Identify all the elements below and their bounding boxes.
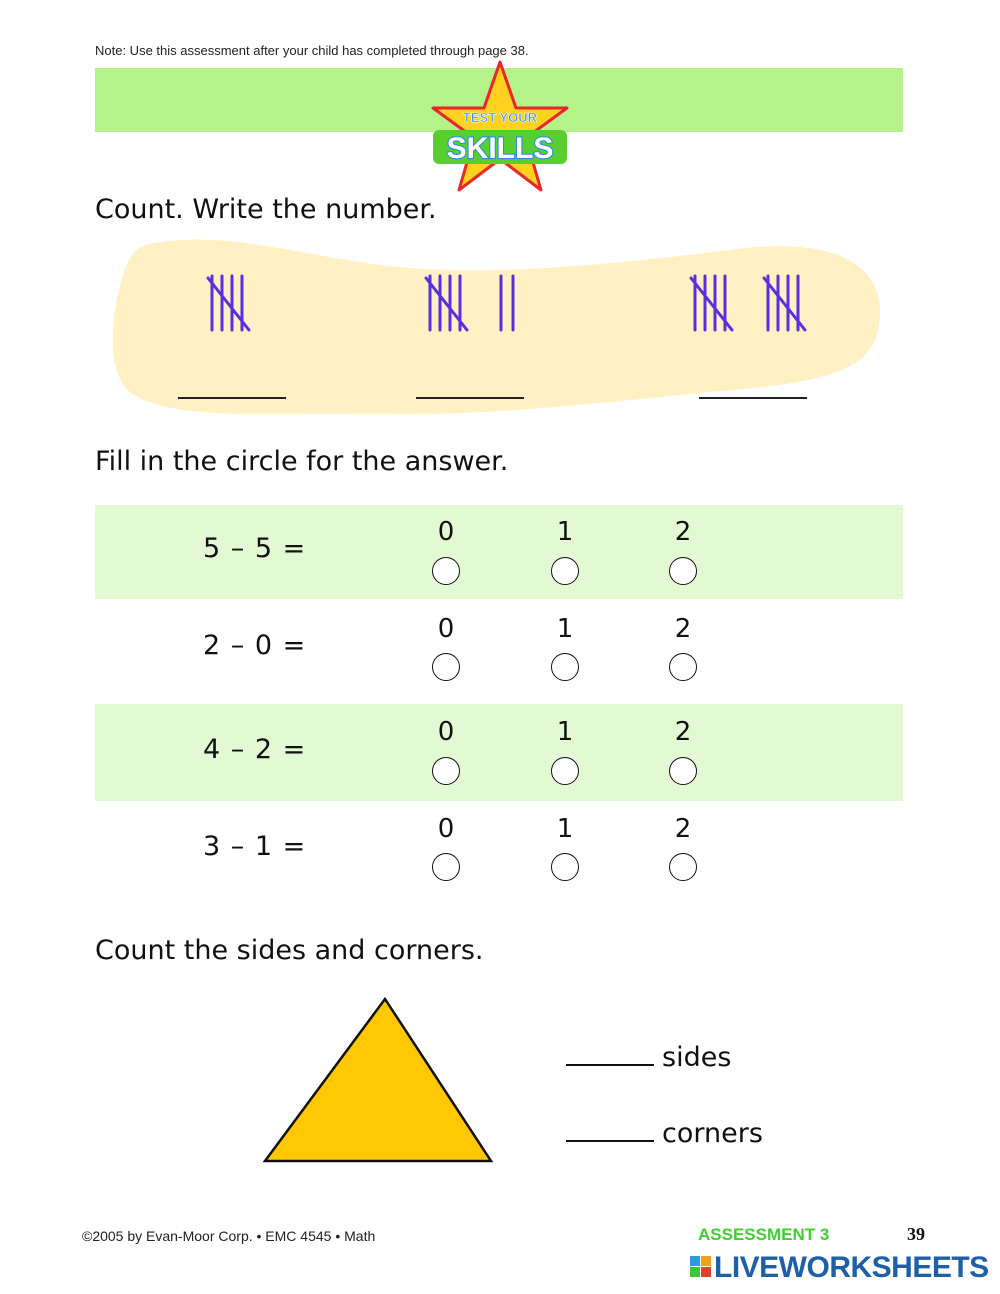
sides-blank[interactable] — [566, 1064, 654, 1066]
triangle-shape — [262, 996, 494, 1164]
liveworksheets-badge-icon — [690, 1256, 711, 1277]
problem-equation: 2 – 0 = — [203, 630, 307, 661]
liveworksheets-logo — [690, 1251, 989, 1285]
star-shape — [433, 62, 567, 190]
option-label: 1 — [556, 614, 574, 644]
fill-heading: Fill in the circle for the answer. — [95, 446, 509, 477]
tally-answer-2[interactable] — [416, 397, 524, 399]
problem-equation: 3 – 1 = — [203, 831, 307, 862]
answer-circle[interactable] — [432, 853, 460, 881]
option-label: 2 — [674, 614, 692, 644]
option-label: 2 — [674, 814, 692, 844]
tally-group-2 — [423, 272, 523, 334]
corners-label: corners — [662, 1118, 763, 1149]
liveworksheets-wordmark: LIVEWORKSHEETS — [714, 1251, 989, 1284]
sides-answer[interactable] — [566, 1042, 731, 1073]
tally-answer-3[interactable] — [699, 397, 807, 399]
answer-circle[interactable] — [551, 557, 579, 585]
answer-circle[interactable] — [432, 557, 460, 585]
answer-circle[interactable] — [432, 653, 460, 681]
option-label: 1 — [556, 814, 574, 844]
answer-circle[interactable] — [669, 757, 697, 785]
option-label: 1 — [556, 517, 574, 547]
count-heading: Count. Write the number. — [95, 194, 437, 225]
corners-blank[interactable] — [566, 1140, 654, 1142]
answer-circle[interactable] — [551, 853, 579, 881]
tally-answer-1[interactable] — [178, 397, 286, 399]
assessment-label: ASSESSMENT 3 — [698, 1225, 830, 1244]
option-label: 0 — [437, 717, 455, 747]
sides-label: sides — [662, 1042, 732, 1073]
option-label: 2 — [674, 517, 692, 547]
answer-circle[interactable] — [551, 653, 579, 681]
answer-circle[interactable] — [432, 757, 460, 785]
tally-group-1 — [205, 272, 261, 334]
answer-circle[interactable] — [669, 557, 697, 585]
answer-circle[interactable] — [669, 853, 697, 881]
assessment-note: Note: Use this assessment after your child has completed through page 38. — [95, 43, 529, 58]
problem-equation: 5 – 5 = — [203, 533, 307, 564]
option-label: 1 — [556, 717, 574, 747]
copyright: ©2005 by Evan-Moor Corp. • EMC 4545 • Math — [82, 1228, 376, 1244]
option-label: 0 — [437, 814, 455, 844]
answer-circle[interactable] — [551, 757, 579, 785]
page-number: 39 — [907, 1224, 925, 1244]
shapes-heading: Count the sides and corners. — [95, 935, 484, 966]
answer-circle[interactable] — [669, 653, 697, 681]
tally-group-3 — [688, 272, 813, 334]
corners-answer[interactable] — [566, 1118, 763, 1149]
option-label: 2 — [674, 717, 692, 747]
logo-line1: TEST YOUR — [462, 110, 538, 125]
option-label: 0 — [437, 517, 455, 547]
logo-line2: SKILLS — [446, 132, 554, 165]
problem-equation: 4 – 2 = — [203, 734, 307, 765]
option-label: 0 — [437, 614, 455, 644]
test-your-skills-logo — [425, 58, 575, 198]
